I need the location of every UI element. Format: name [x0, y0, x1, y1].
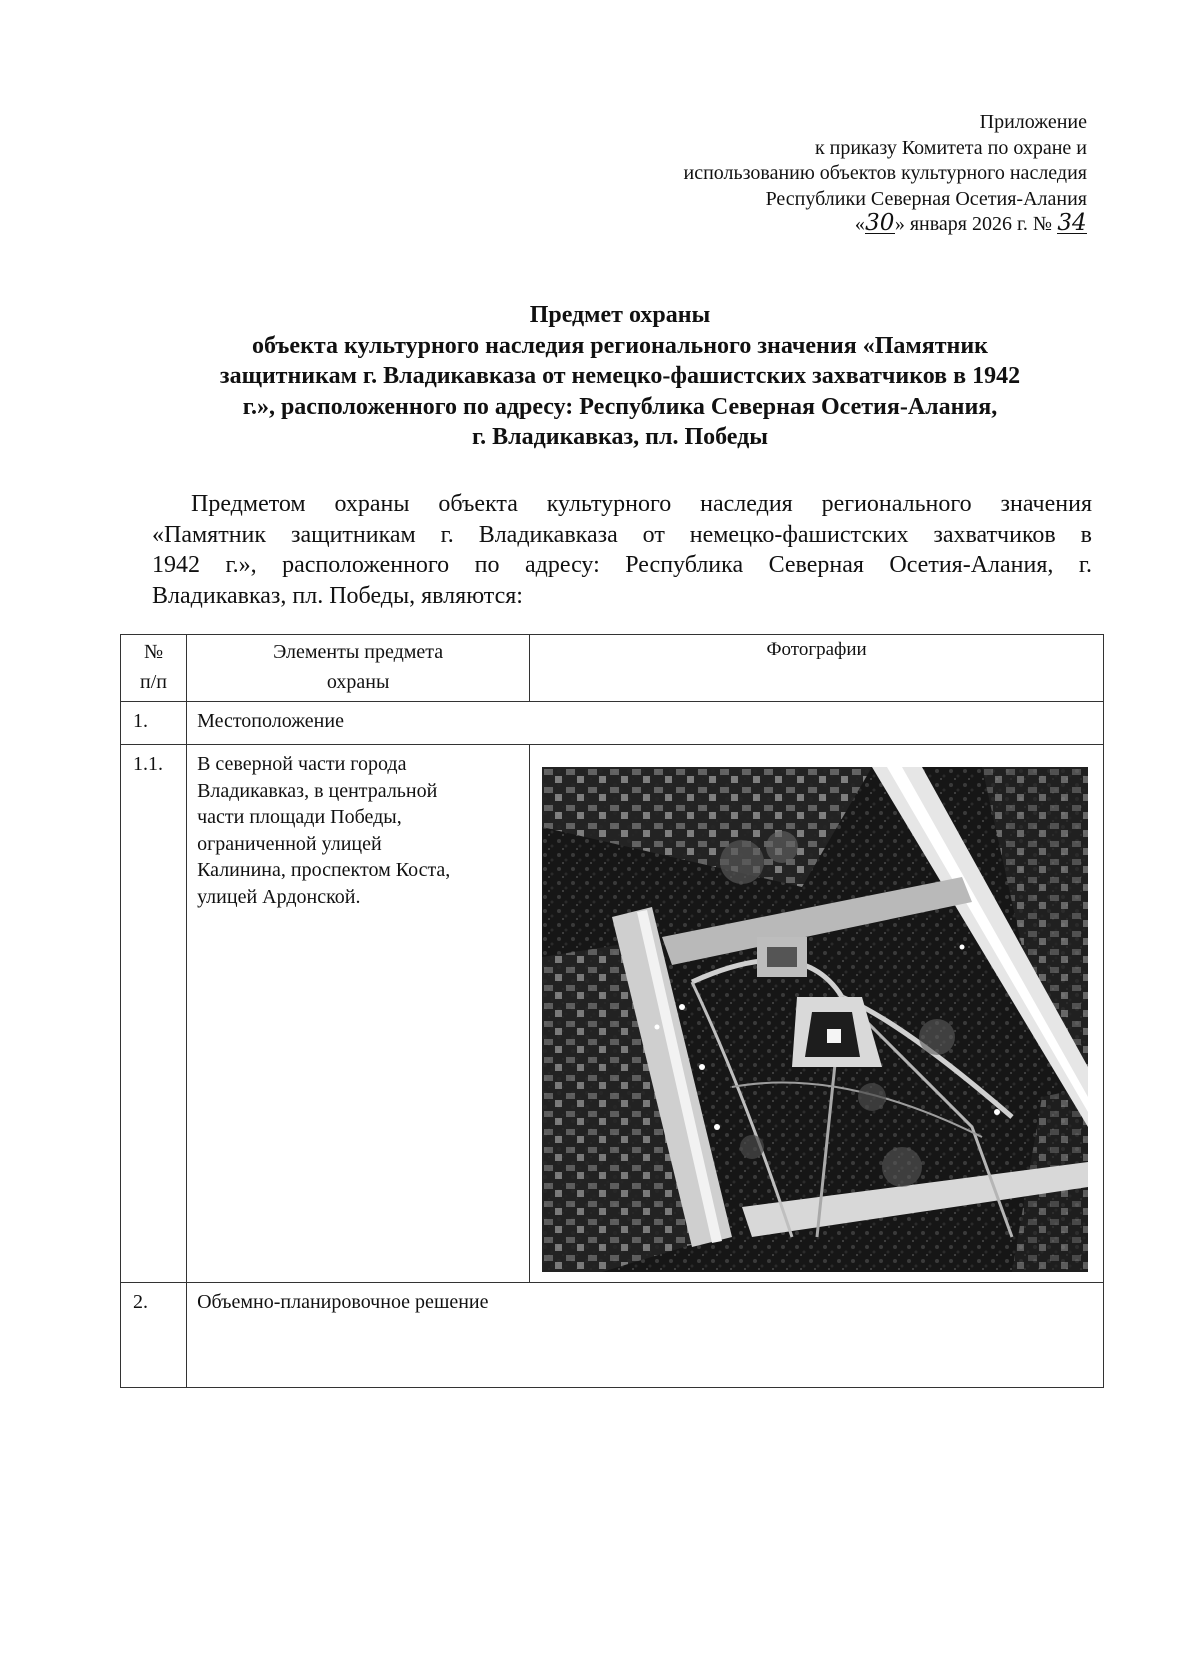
date-month-year: » января 2026 г. № — [894, 213, 1052, 235]
header-elements-line-2: охраны — [326, 671, 390, 693]
intro-line-1: Предметом охраны объекта культурного наследия регионального значения — [191, 491, 1092, 517]
description-line: ограниченной улицей — [197, 832, 382, 855]
section-volume-planning-label: Объемно-планировочное решение — [197, 1291, 489, 1313]
row-photo-cell — [530, 745, 1104, 1283]
protection-subject-table — [120, 634, 1104, 1388]
description-line: части площади Победы, — [197, 806, 402, 828]
row-description-cell — [187, 745, 530, 1283]
row-num-cell — [121, 745, 187, 1283]
header-elements-line-1: Элементы предмета — [273, 641, 444, 663]
description-line: Калинина, проспектом Коста, — [197, 859, 451, 881]
annex-line-2: к приказу Комитета по охране и — [814, 136, 1087, 159]
row-number: 2. — [133, 1291, 148, 1313]
row-section-cell — [187, 1283, 1104, 1388]
description-line: В северной части города — [197, 753, 407, 775]
row-section-cell — [187, 702, 1104, 745]
intro-line-3: 1942 г.», расположенного по адресу: Республика Северная Осетия-Алания, г. — [152, 552, 1092, 578]
row-number: 1.1. — [133, 753, 163, 775]
annex-line-1: Приложение — [979, 111, 1087, 133]
title-line-4: г.», расположенного по адресу: Республика Северная Осетия-Алания, — [242, 393, 998, 420]
description-line: улицей Ардонской. — [197, 885, 361, 908]
annex-header — [684, 110, 1088, 238]
intro-line-2: «Памятник защитникам г. Владикавказа от немецко-фашистских захватчиков в — [152, 521, 1092, 548]
header-num-line-2: п/п — [140, 671, 168, 693]
table-row — [121, 1283, 1104, 1388]
intro-line-4: Владикавказ, пл. Победы, являются: — [152, 582, 523, 609]
header-photos-label: Фотографии — [766, 639, 867, 660]
title-line-3: защитникам г. Владикавказа от немецко-фашистских захватчиков в 1942 — [219, 363, 1021, 389]
aerial-map-photo — [542, 767, 1088, 1272]
table-row — [121, 745, 1104, 1283]
row-num-cell — [121, 1283, 187, 1388]
annex-date-line — [684, 212, 1088, 238]
annex-line-4: Республики Северная Осетия-Алания — [765, 187, 1087, 210]
row-number: 1. — [133, 710, 148, 732]
handwritten-day: 30 — [865, 210, 895, 236]
header-elements-cell — [187, 635, 530, 702]
section-location-label: Местоположение — [197, 710, 344, 732]
document-title — [150, 300, 1090, 453]
location-description — [187, 745, 529, 910]
table-header-row — [121, 635, 1104, 702]
header-num-line-1: № — [143, 641, 164, 663]
handwritten-order-number: 34 — [1057, 210, 1087, 236]
description-line: Владикавказ, в центральной — [197, 779, 438, 802]
annex-line-3: использованию объектов культурного наследия — [683, 162, 1087, 184]
header-num-cell — [121, 635, 187, 702]
title-line-1: Предмет охраны — [529, 302, 711, 328]
intro-paragraph — [152, 489, 1092, 611]
title-line-5: г. Владикавказ, пл. Победы — [471, 424, 769, 450]
row-num-cell — [121, 702, 187, 745]
title-line-2: объекта культурного наследия регионального значения «Памятник — [252, 332, 988, 359]
date-open-quote: « — [854, 213, 865, 235]
header-photos-cell — [530, 635, 1104, 702]
table-row — [121, 702, 1104, 745]
